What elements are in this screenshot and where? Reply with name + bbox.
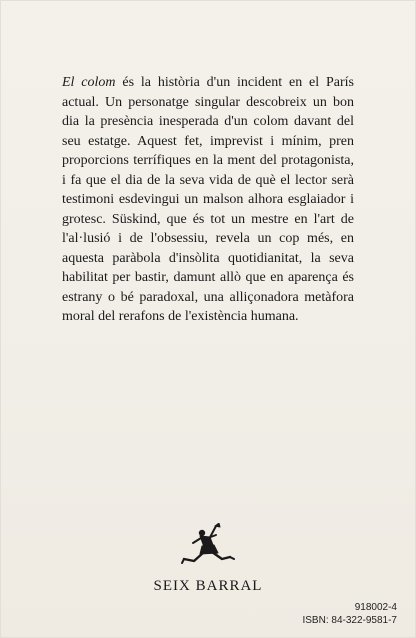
publisher-name: SEIX BARRAL xyxy=(153,578,263,594)
blurb-text: és la història d'un incident en el París actual. Un personatge singular descobreix un bon dia la presència inesperada d'un colom davant del seu estatge. Aquest fet, imprevist i mínim, pren proporcions terrífiques en la ment del protagonista, i fa que el dia de la seva vida de què el lector serà testimoni esdevingui un malson alhora esglaiador i grotesc. Süskind, que és tot un mestre en l'art de l'al·lusió i de l'obsessiu, revela un cop més, en aquesta paràbola d'insòlita quotidianitat, la seva habilitat per bastir, damunt allò que en aparença és estrany o bé paradoxal, una alliçonadora metàfora moral del rerafons de l'existència humana. xyxy=(62,75,355,324)
blurb-paragraph xyxy=(62,73,354,327)
running-figure-logo-icon xyxy=(180,523,236,571)
isbn-number: ISBN: 84-322-9581-7 xyxy=(302,615,397,626)
book-title-italic: El colom xyxy=(62,75,116,90)
catalog-code: 918002-4 xyxy=(354,602,397,613)
